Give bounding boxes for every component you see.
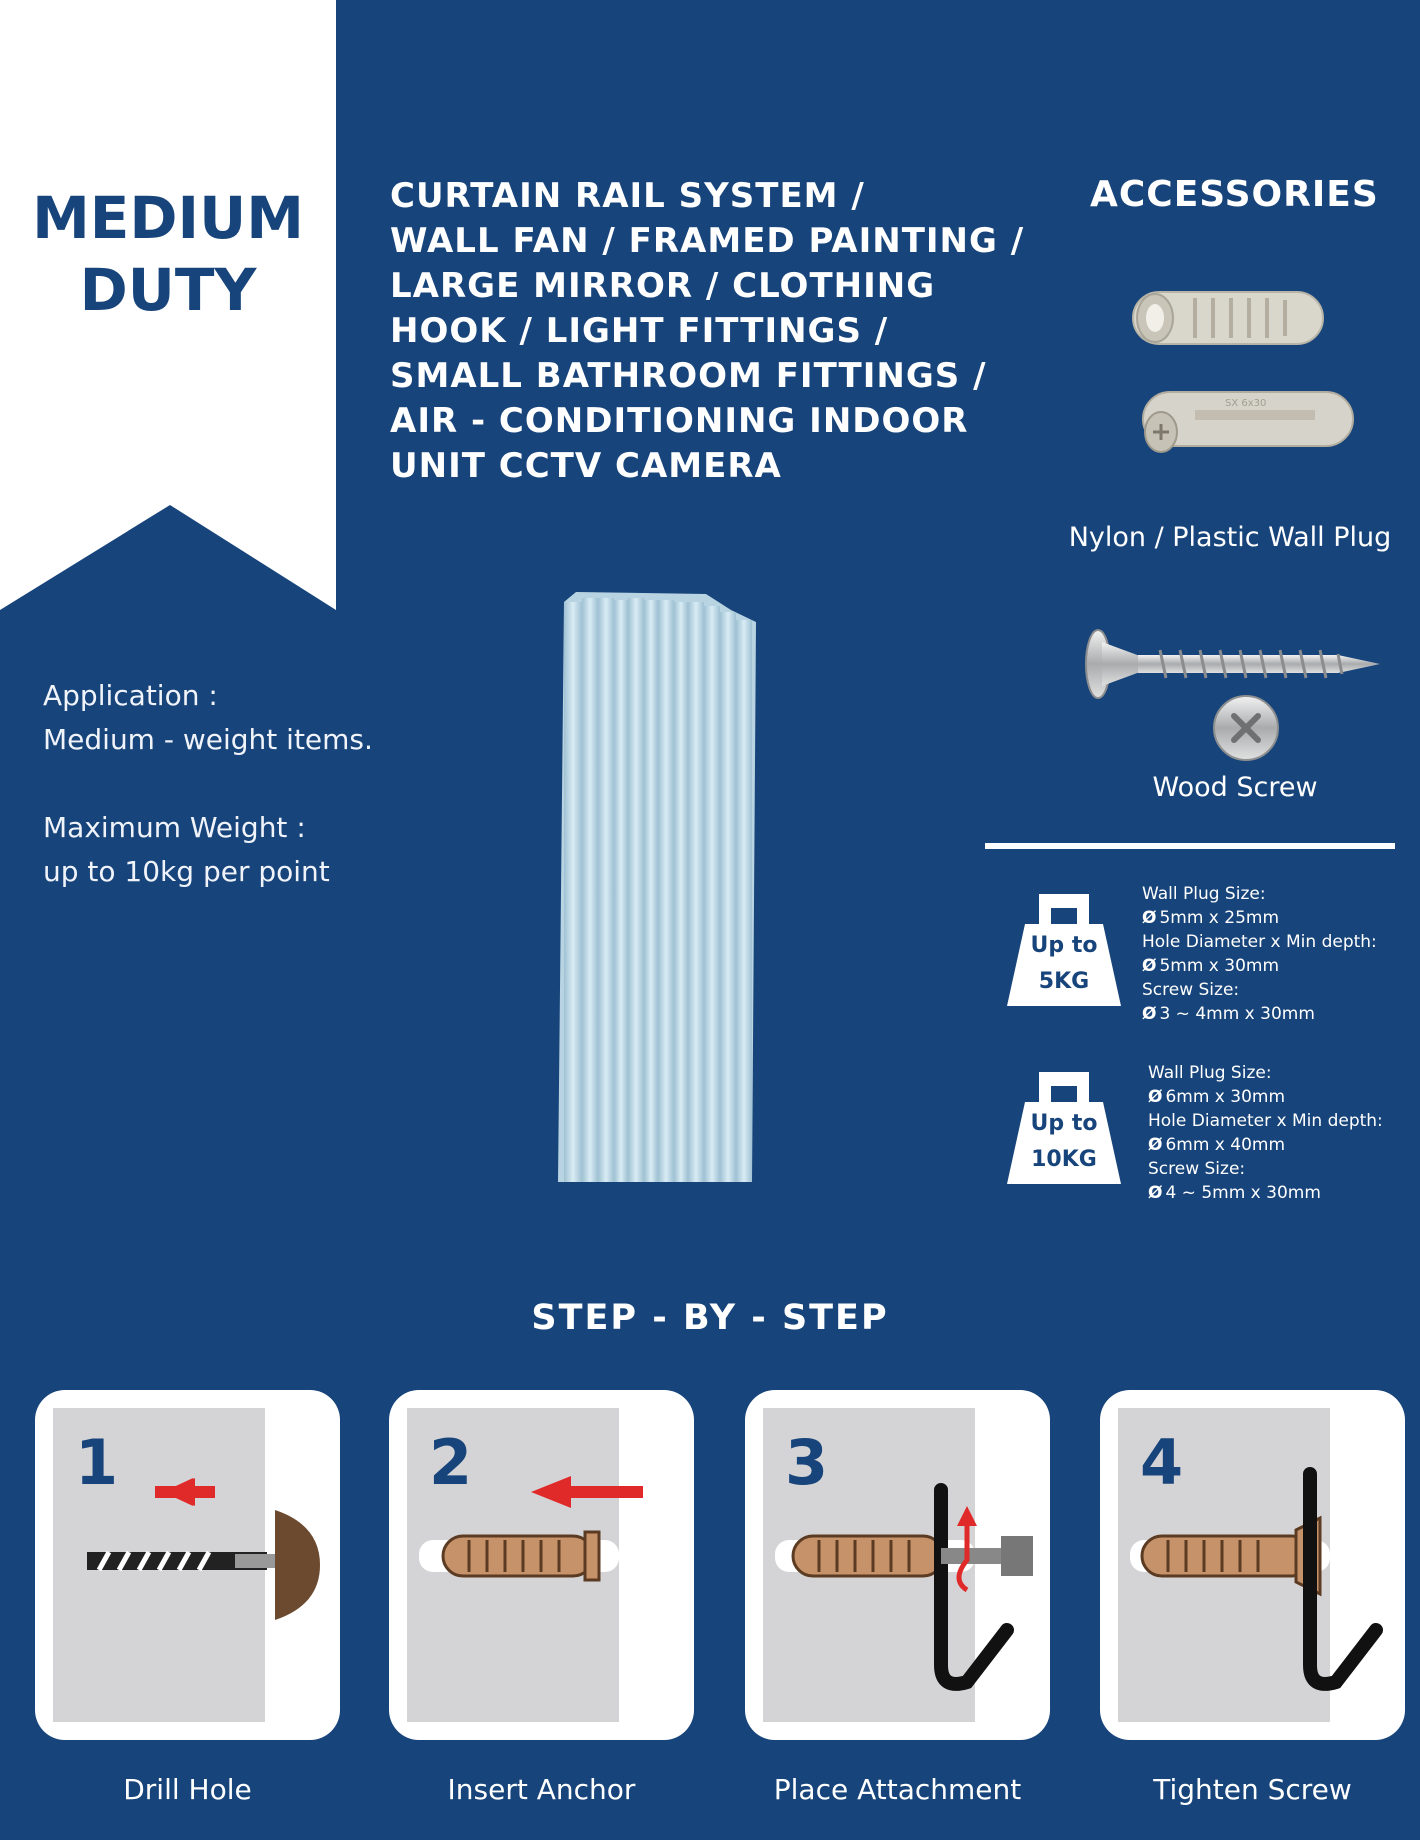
- step-card-insert-anchor: [389, 1390, 694, 1740]
- weight-10kg-icon: [1005, 1066, 1123, 1186]
- spec-5kg-screw-value: Ø 3 ~ 4mm x 30mm: [1142, 1002, 1377, 1026]
- spec-5kg-plug-label: Wall Plug Size:: [1142, 884, 1266, 904]
- step-card-place-attachment: [745, 1390, 1050, 1740]
- use-case-line: CURTAIN RAIL SYSTEM /: [390, 176, 865, 216]
- spec-10kg-screw-value: Ø 4 ~ 5mm x 30mm: [1148, 1181, 1383, 1205]
- accessories-title: ACCESSORIES: [1090, 174, 1379, 215]
- use-case-line: LARGE MIRROR / CLOTHING: [390, 266, 936, 306]
- application-label: Application :: [43, 679, 218, 712]
- weight-10kg-line2: 10KG: [1031, 1147, 1097, 1172]
- step-number: 3: [785, 1426, 829, 1499]
- step-card-drill-hole: [35, 1390, 340, 1740]
- spec-5kg-hole-label: Hole Diameter x Min depth:: [1142, 932, 1377, 952]
- use-case-line: SMALL BATHROOM FITTINGS /: [390, 356, 987, 396]
- step-by-step-title: STEP - BY - STEP: [531, 1298, 889, 1338]
- spec-10kg-plug-label: Wall Plug Size:: [1148, 1063, 1272, 1083]
- accessories-divider: [985, 843, 1395, 849]
- use-cases-list: [390, 174, 1070, 489]
- application-info: [43, 674, 373, 894]
- max-weight-label: Maximum Weight :: [43, 811, 306, 844]
- wood-screw-label: Wood Screw: [1152, 772, 1318, 803]
- spec-5kg-hole-value: Ø 5mm x 30mm: [1142, 954, 1377, 978]
- wood-screw-image: [1080, 622, 1390, 766]
- use-case-line: WALL FAN / FRAMED PAINTING /: [390, 221, 1025, 261]
- spec-10kg-text: [1148, 1061, 1383, 1205]
- use-case-line: HOOK / LIGHT FITTINGS /: [390, 311, 889, 351]
- step-label-place-attachment: Place Attachment: [773, 1773, 1022, 1806]
- weight-5kg-icon: [1005, 888, 1123, 1008]
- duty-banner: [0, 0, 336, 610]
- weight-5kg-line2: 5KG: [1038, 969, 1090, 994]
- use-case-line: UNIT CCTV CAMERA: [390, 446, 782, 486]
- spec-5kg-plug-value: Ø 5mm x 25mm: [1142, 906, 1377, 930]
- spec-10kg-plug-value: Ø 6mm x 30mm: [1148, 1085, 1383, 1109]
- svg-text:SX 6x30: SX 6x30: [1225, 398, 1267, 409]
- duty-title-line1: MEDIUM: [32, 184, 304, 252]
- wall-plug-label: Nylon / Plastic Wall Plug: [1068, 522, 1392, 553]
- duty-title: [0, 182, 336, 326]
- spec-10kg-hole-label: Hole Diameter x Min depth:: [1148, 1111, 1383, 1131]
- duty-title-line2: DUTY: [79, 256, 257, 324]
- spec-5kg-text: [1142, 882, 1377, 1026]
- step-card-tighten-screw: [1100, 1390, 1405, 1740]
- step-number: 4: [1140, 1426, 1184, 1499]
- weight-5kg-line1: Up to: [1030, 933, 1098, 958]
- use-case-line: AIR - CONDITIONING INDOOR: [390, 401, 969, 441]
- step-number: 2: [429, 1426, 473, 1499]
- step-label-drill-hole: Drill Hole: [123, 1773, 252, 1806]
- step-number: 1: [75, 1426, 119, 1499]
- step-label-insert-anchor: Insert Anchor: [447, 1773, 636, 1806]
- spec-10kg-screw-label: Screw Size:: [1148, 1159, 1246, 1179]
- application-value: Medium - weight items.: [43, 723, 373, 756]
- max-weight-value: up to 10kg per point: [43, 855, 330, 888]
- weight-10kg-line1: Up to: [1030, 1111, 1098, 1136]
- wall-plug-image: [1125, 282, 1365, 476]
- spec-5kg-screw-label: Screw Size:: [1142, 980, 1240, 1000]
- curtain-image: [556, 592, 756, 1186]
- step-label-tighten-screw: Tighten Screw: [1153, 1773, 1352, 1806]
- spec-10kg-hole-value: Ø 6mm x 40mm: [1148, 1133, 1383, 1157]
